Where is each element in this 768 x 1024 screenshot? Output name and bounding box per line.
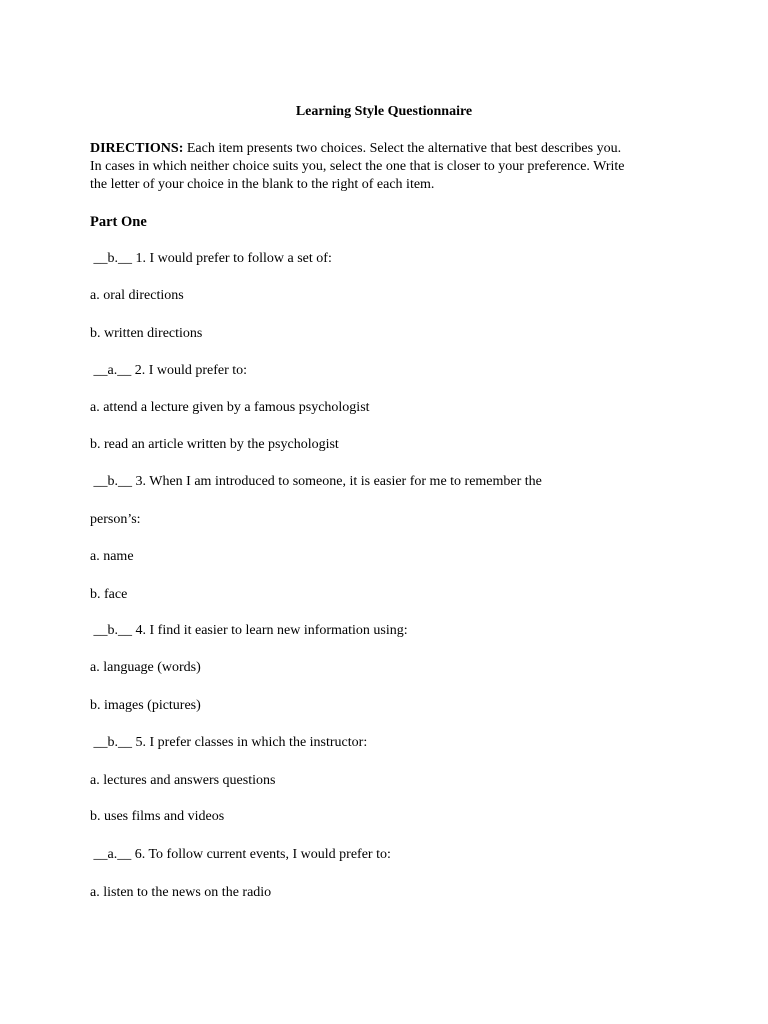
question-prompt: __b.__ 4. I find it easier to learn new information using: bbox=[90, 623, 408, 638]
answer-choice: b. uses films and videos bbox=[90, 809, 225, 824]
answer-choice: a. attend a lecture given by a famous psychologist bbox=[90, 400, 370, 415]
answer-choice: b. written directions bbox=[90, 326, 203, 341]
directions-text-1: Each item presents two choices. Select the alternative that best describes you. bbox=[183, 141, 622, 156]
answer-choice: a. oral directions bbox=[90, 288, 184, 303]
section-heading: Part One bbox=[90, 214, 147, 230]
directions-line-1 bbox=[90, 140, 690, 158]
answer-choice: a. language (words) bbox=[90, 660, 201, 675]
page-title: Learning Style Questionnaire bbox=[295, 104, 473, 119]
answer-choice: a. name bbox=[90, 549, 134, 564]
question-prompt: __a.__ 2. I would prefer to: bbox=[90, 363, 248, 378]
question-prompt-continuation: person’s: bbox=[90, 512, 141, 527]
question-prompt: __b.__ 1. I would prefer to follow a set of: bbox=[90, 251, 332, 266]
question-prompt: __a.__ 6. To follow current events, I would prefer to: bbox=[90, 847, 391, 862]
question-prompt: __b.__ 3. When I am introduced to someone, it is easier for me to remember the bbox=[90, 474, 542, 489]
answer-choice: b. read an article written by the psychologist bbox=[90, 437, 339, 452]
directions-line-2: In cases in which neither choice suits you, select the one that is closer to your preference. Write bbox=[90, 159, 625, 174]
answer-choice: b. face bbox=[90, 587, 128, 602]
question-prompt: __b.__ 5. I prefer classes in which the instructor: bbox=[90, 735, 368, 750]
directions-label: DIRECTIONS: bbox=[90, 141, 184, 156]
answer-choice: b. images (pictures) bbox=[90, 698, 201, 713]
directions-line-3: the letter of your choice in the blank to the right of each item. bbox=[90, 177, 435, 192]
answer-choice: a. listen to the news on the radio bbox=[90, 885, 272, 900]
answer-choice: a. lectures and answers questions bbox=[90, 773, 276, 788]
